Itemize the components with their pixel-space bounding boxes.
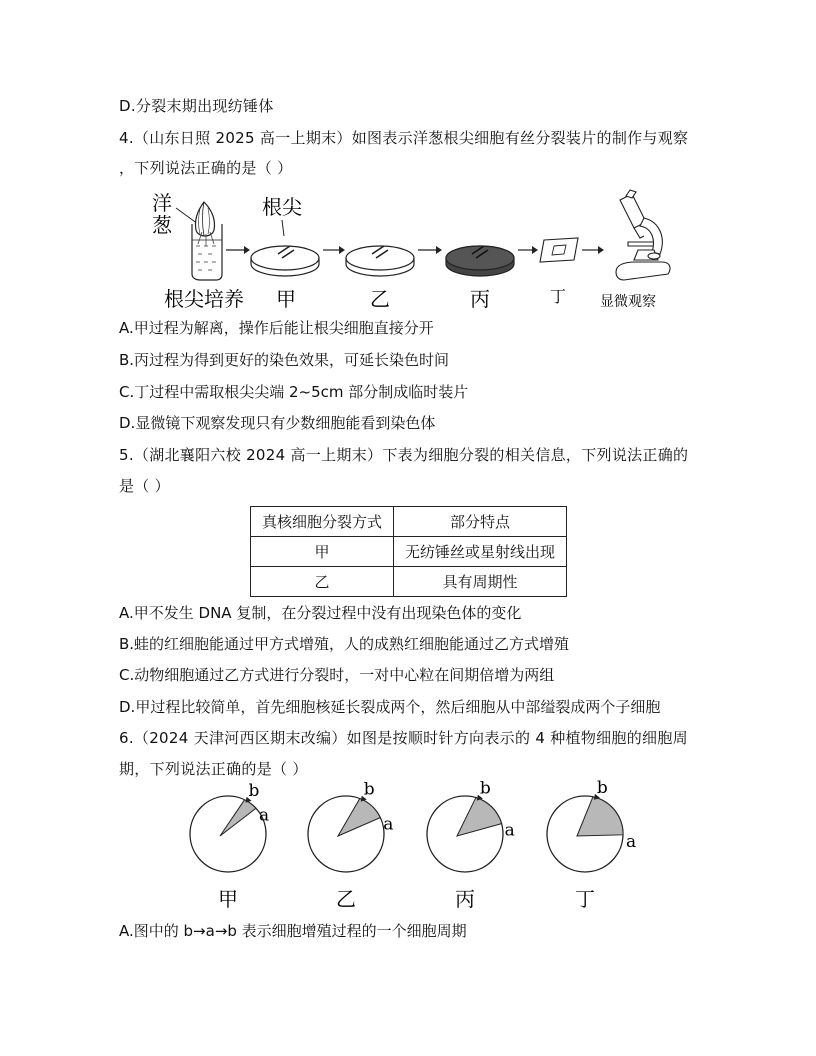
cell-cycle-bing [427, 779, 515, 911]
step-label-jia: 甲 [276, 287, 296, 311]
step-label-ding: 丁 [550, 287, 567, 306]
q6-option-a: A.图中的 b→a→b 表示细胞增殖过程的一个细胞周期 [119, 922, 467, 940]
table-cell: 甲 [251, 537, 394, 567]
table-cell: 乙 [251, 567, 394, 597]
step-label-culture: 根尖培养 [164, 287, 244, 311]
q4-option-d: D.显微镜下观察发现只有少数细胞能看到染色体 [119, 414, 436, 432]
onion-label-1: 洋 [152, 191, 172, 215]
onion-beaker-icon [176, 202, 222, 280]
microscope-icon [616, 190, 670, 280]
root-tip-label: 根尖 [262, 195, 302, 219]
q5-option-a: A.甲不发生 DNA 复制，在分裂过程中没有出现染色体的变化 [119, 604, 522, 622]
table-row [251, 567, 567, 597]
q5-option-c: C.动物细胞通过乙方式进行分裂时，一对中心粒在间期倍增为两组 [119, 666, 555, 684]
q4-option-c: C.丁过程中需取根尖尖端 2~5cm 部分制成临时装片 [119, 383, 469, 401]
cell-cycle-jia [190, 781, 269, 911]
point-b-label: b [596, 777, 608, 798]
table-header-row [251, 507, 567, 537]
q4-stem-line2: ，下列说法正确的是（ ） [119, 159, 293, 177]
step-label-microscope: 显微观察 [600, 294, 656, 310]
onion-label-2: 葱 [152, 213, 172, 237]
q6-stem-line1: 6.（2024 天津河西区期末改编）如图是按顺时针方向表示的 4 种植物细胞的细胞周 [119, 729, 688, 747]
point-a-label: a [258, 805, 270, 826]
cycle-label-bing: 丙 [455, 887, 475, 911]
cell-cycle-ding [547, 778, 636, 911]
point-a-label: a [504, 820, 515, 841]
step-label-bing: 丙 [470, 287, 490, 311]
q5-stem-line2: 是（ ） [119, 477, 170, 495]
dish-jia-icon [251, 246, 319, 276]
q4-option-a: A.甲过程为解离，操作后能让根尖细胞直接分开 [119, 319, 434, 337]
q6-cell-cycle-figure [180, 777, 650, 914]
q5-option-d: D.甲过程比较简单，首先细胞核延长裂成两个，然后细胞从中部缢裂成两个子细胞 [119, 698, 661, 716]
point-b-label: b [479, 778, 491, 799]
point-b-label: b [248, 780, 260, 801]
cycle-label-yi: 乙 [336, 887, 356, 911]
q5-option-b: B.蛙的红细胞能通过甲方式增殖，人的成熟红细胞能通过乙方式增殖 [119, 635, 570, 653]
table-header-cell: 部分特点 [394, 507, 567, 537]
q4-figure [140, 188, 680, 314]
cell-cycle-yi [308, 780, 393, 911]
cycle-label-jia: 甲 [218, 887, 238, 911]
table-cell: 具有周期性 [394, 567, 567, 597]
q5-table [250, 506, 567, 597]
q3-option-d: D.分裂末期出现纺锤体 [119, 97, 274, 115]
point-a-label: a [625, 831, 637, 852]
slide-ding-icon [540, 238, 578, 262]
table-cell: 无纺锤丝或星射线出现 [394, 537, 567, 567]
point-b-label: b [363, 779, 375, 800]
q4-option-b: B.丙过程为得到更好的染色效果，可延长染色时间 [119, 351, 450, 369]
q5-stem-line1: 5.（湖北襄阳六校 2024 高一上期末）下表为细胞分裂的相关信息，下列说法正确的 [119, 446, 689, 464]
point-a-label: a [383, 814, 394, 835]
step-label-yi: 乙 [370, 287, 390, 311]
table-header-cell: 真核细胞分裂方式 [251, 507, 394, 537]
dish-bing-icon [446, 246, 514, 276]
q4-stem-line1: 4.（山东日照 2025 高一上期末）如图表示洋葱根尖细胞有丝分裂装片的制作与观察 [119, 129, 689, 147]
cycle-label-ding: 丁 [575, 887, 595, 911]
dish-yi-icon [346, 246, 414, 276]
table-row [251, 537, 567, 567]
q6-stem-line2: 期，下列说法正确的是（ ） [119, 760, 308, 778]
